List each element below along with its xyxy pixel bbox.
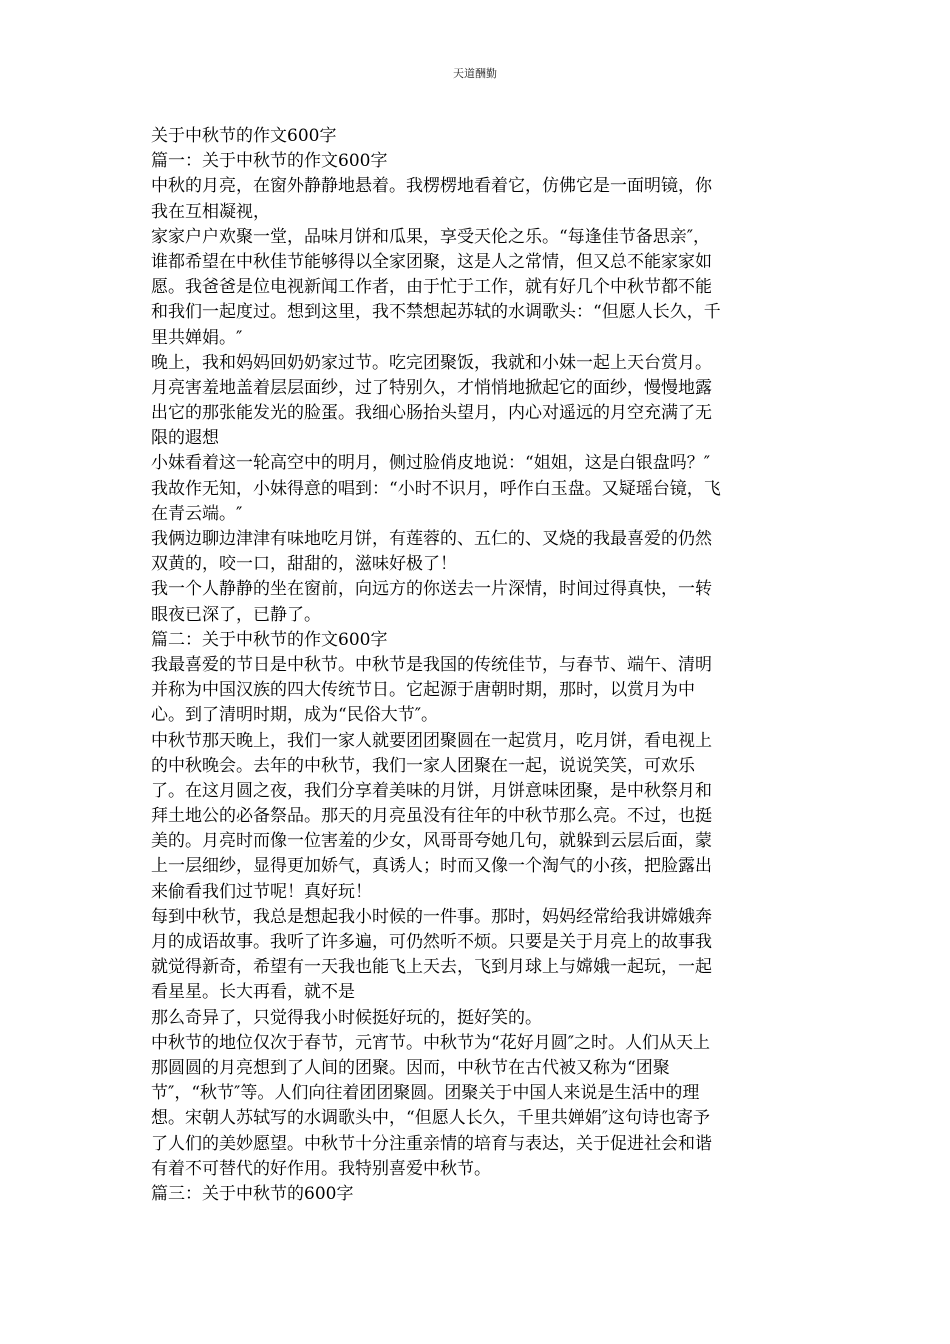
document-body [151, 124, 797, 1207]
document-title: 关于中秋节的作文600字 [151, 126, 337, 146]
text-line: 限的遐想 [151, 428, 219, 449]
page-header: 天道酬勤 [453, 67, 497, 80]
text-line: 愿。我爸爸是位电视新闻工作者，由于忙于工作，就有好几个中秋节都不能 [151, 277, 712, 298]
text-line: 月的成语故事。我听了许多遍，可仍然听不烦。只要是关于月亮上的故事我 [151, 932, 712, 952]
text-line: 中秋节的地位仅次于春节，元宵节。中秋节为“花好月圆″之时。人们从天上 [151, 1032, 711, 1053]
text-line: 那圆圆的月亮想到了人间的团聚。因而，中秋节在古代被又称为“团聚 [151, 1057, 670, 1078]
text-line: 我最喜爱的节日是中秋节。中秋节是我国的传统佳节，与春节、端午、清明 [151, 654, 712, 675]
text-line: 我一个人静静的坐在窗前，向远方的你送去一片深情，时间过得真快，一转 [151, 579, 712, 600]
text-line: 家家户户欢聚一堂，品味月饼和瓜果，享受天伦之乐。“每逢佳节备思亲″， [151, 226, 711, 247]
text-line: 月亮害羞地盖着层层面纱，过了特别久，才悄悄地掀起它的面纱，慢慢地露 [151, 377, 712, 398]
section-heading: 篇三：关于中秋节的600字 [151, 1183, 354, 1204]
section-heading: 篇一：关于中秋节的作文600字 [151, 151, 388, 172]
text-line: 并称为中国汉族的四大传统节日。它起源于唐朝时期，那时，以赏月为中 [151, 680, 695, 701]
text-line: 节″，“秋节″等。人们向往着团团聚圆。团聚关于中国人来说是生活中的理 [151, 1083, 700, 1104]
text-line: 中秋的月亮，在窗外静静地悬着。我楞楞地看着它，仿佛它是一面明镜，你 [151, 176, 712, 197]
text-line: 美的。月亮时而像一位害羞的少女，风哥哥夸她几句，就躲到云层后面，蒙 [151, 831, 712, 852]
text-line: 了。在这月圆之夜，我们分享着美味的月饼，月饼意味团聚，是中秋祭月和 [151, 780, 712, 801]
text-line: 出它的那张能发光的脸蛋。我细心肠抬头望月，内心对遥远的月空充满了无 [151, 403, 712, 424]
text-line: 在青云端。″ [151, 503, 243, 524]
text-line: 中秋节那天晚上，我们一家人就要团团聚圆在一起赏月，吃月饼，看电视上 [151, 730, 712, 751]
text-line: 想。宋朝人苏轼写的水调歌头中，“但愿人长久，千里共婵娟″这句诗也寄予 [151, 1108, 711, 1129]
text-line: 了人们的美妙愿望。中秋节十分注重亲情的培育与表达，关于促进社会和谐 [151, 1133, 712, 1154]
text-line: 谁都希望在中秋佳节能够得以全家团聚，这是人之常情，但又总不能家家如 [151, 251, 712, 272]
text-line: 眼夜已深了，已静了。 [151, 604, 321, 625]
text-line: 拜土地公的必备祭品。那天的月亮虽没有往年的中秋节那么亮。不过，也挺 [151, 806, 712, 827]
text-line: 的中秋晚会。去年的中秋节，我们一家人团聚在一起，说说笑笑，可欢乐 [151, 755, 695, 776]
text-line: 我故作无知，小妹得意的唱到：“小时不识月，呼作白玉盘。又疑瑶台镜，飞 [151, 478, 721, 499]
text-line: 和我们一起度过。想到这里，我不禁想起苏轼的水调歌头：“但愿人长久，千 [151, 302, 721, 323]
text-line: 那么奇异了，只觉得我小时候挺好玩的，挺好笑的。 [151, 1007, 542, 1028]
text-line: 心。到了清明时期，成为“民俗大节″。 [151, 705, 439, 726]
text-line: 来偷看我们过节呢！真好玩！ [151, 881, 372, 902]
text-line: 上一层细纱，显得更加娇气，真诱人；时而又像一个淘气的小孩，把脸露出 [151, 856, 712, 877]
text-line: 里共婵娟。″ [151, 327, 243, 348]
text-line: 看星星。长大再看，就不是 [151, 982, 355, 1003]
text-line: 晚上，我和妈妈回奶奶家过节。吃完团聚饭，我就和小妹一起上天台赏月。 [151, 352, 712, 373]
text-line: 小妹看着这一轮高空中的明月，侧过脸俏皮地说：“姐姐，这是白银盘吗？″ [151, 453, 711, 474]
text-line: 有着不可替代的好作用。我特别喜爱中秋节。 [151, 1158, 491, 1179]
text-line: 我俩边聊边津津有味地吃月饼，有莲蓉的、五仁的、叉烧的我最喜爱的仍然 [151, 529, 712, 549]
text-line: 每到中秋节，我总是想起我小时候的一件事。那时，妈妈经常给我讲嫦娥奔 [151, 906, 712, 927]
text-line: 我在互相凝视， [151, 201, 270, 222]
section-heading: 篇二：关于中秋节的作文600字 [151, 629, 388, 650]
text-line: 双黄的，咬一口，甜甜的，滋味好极了！ [151, 554, 457, 575]
text-line: 就觉得新奇，希望有一天我也能飞上天去，飞到月球上与嫦娥一起玩，一起 [151, 957, 712, 978]
